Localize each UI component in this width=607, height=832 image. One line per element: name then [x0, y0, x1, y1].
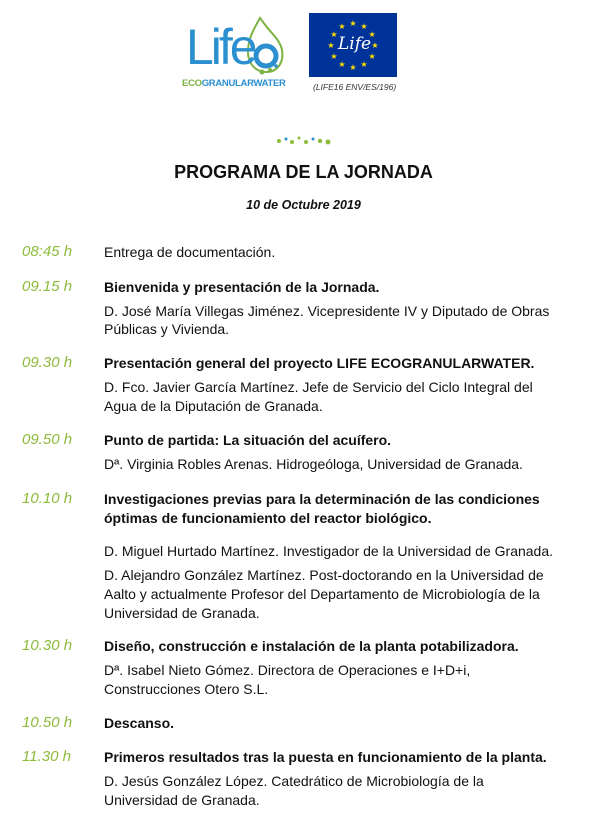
agenda-title: Presentación general del proyecto LIFE ECOGRANULARWATER.: [104, 355, 535, 371]
project-reference: (LIFE16 ENV/ES/196): [313, 82, 397, 92]
agenda-time: 09.50 h: [22, 431, 73, 448]
agenda-speaker: D. Jesús González López. Catedrático de Microbiología de la: [104, 773, 484, 789]
eu-star-icon: ★: [371, 41, 379, 50]
agenda-time: 10.30 h: [22, 637, 73, 654]
eu-star-icon: ★: [338, 21, 346, 31]
eu-star-icon: ★: [368, 52, 376, 61]
agenda-speaker: Dª. Virginia Robles Arenas. Hidrogeóloga, Universidad de Granada.: [104, 456, 523, 472]
logo-subtitle: ECOGRANULARWATER: [182, 78, 286, 89]
eu-life-flag: [309, 13, 397, 77]
agenda-time: 09.30 h: [22, 354, 73, 371]
eu-star-icon: ★: [338, 60, 346, 70]
agenda-title: Primeros resultados tras la puesta en funcionamiento de la planta.: [104, 749, 547, 765]
agenda-speaker: Dª. Isabel Nieto Gómez. Directora de Operaciones e I+D+i,: [104, 662, 471, 678]
eu-star-icon: ★: [368, 30, 376, 39]
agenda-speaker: Públicas y Vivienda.: [104, 321, 230, 337]
agenda-time: 10.50 h: [22, 714, 73, 731]
eu-star-icon: ★: [360, 60, 368, 70]
agenda-speaker: Aalto y actualmente Profesor del Departamento de Microbiología de la: [104, 586, 540, 602]
page-title: PROGRAMA DE LA JORNADA: [174, 162, 433, 182]
eu-star-icon: ★: [349, 63, 357, 72]
agenda-title: Punto de partida: La situación del acuífero.: [104, 432, 392, 448]
eu-star-icon: ★: [349, 19, 357, 28]
decorative-dots-icon: [276, 134, 336, 148]
eu-star-icon: ★: [330, 52, 338, 61]
agenda-title: óptimas de funcionamiento del reactor biológico.: [104, 510, 432, 526]
agenda-speaker: D. Fco. Javier García Martínez. Jefe de Servicio del Ciclo Integral del: [104, 379, 533, 395]
agenda-title: Bienvenida y presentación de la Jornada.: [104, 279, 380, 295]
eu-star-icon: ★: [330, 30, 338, 39]
eu-star-icon: ★: [360, 21, 368, 31]
eu-flag-word: Life: [338, 34, 372, 54]
eu-star-icon: ★: [327, 41, 335, 50]
agenda-speaker: D. José María Villegas Jiménez. Vicepresidente IV y Diputado de Obras: [104, 303, 550, 319]
agenda-speaker: Construcciones Otero S.L.: [104, 681, 269, 697]
agenda-title: Entrega de documentación.: [104, 244, 276, 260]
agenda-speaker: Agua de la Diputación de Granada.: [104, 398, 323, 414]
agenda-speaker: D. Miguel Hurtado Martínez. Investigador de la Universidad de Granada.: [104, 543, 554, 559]
agenda-speaker: D. Alejandro González Martínez. Post-doctorando en la Universidad de: [104, 567, 544, 583]
agenda-time: 10.10 h: [22, 490, 73, 507]
agenda-title: Diseño, construcción e instalación de la planta potabilizadora.: [104, 638, 519, 654]
agenda-title: Investigaciones previas para la determinación de las condiciones: [104, 491, 540, 507]
event-date: 10 de Octubre 2019: [246, 198, 361, 212]
life-ecogranularwater-logo: [182, 12, 292, 92]
agenda-speaker: Universidad de Granada.: [104, 792, 260, 808]
life-logo-word: Life: [186, 19, 255, 75]
agenda-speaker: Universidad de Granada.: [104, 605, 260, 621]
agenda-time: 09.15 h: [22, 278, 73, 295]
agenda-title: Descanso.: [104, 715, 175, 731]
agenda-time: 08:45 h: [22, 243, 73, 260]
agenda-time: 11.30 h: [22, 748, 71, 765]
